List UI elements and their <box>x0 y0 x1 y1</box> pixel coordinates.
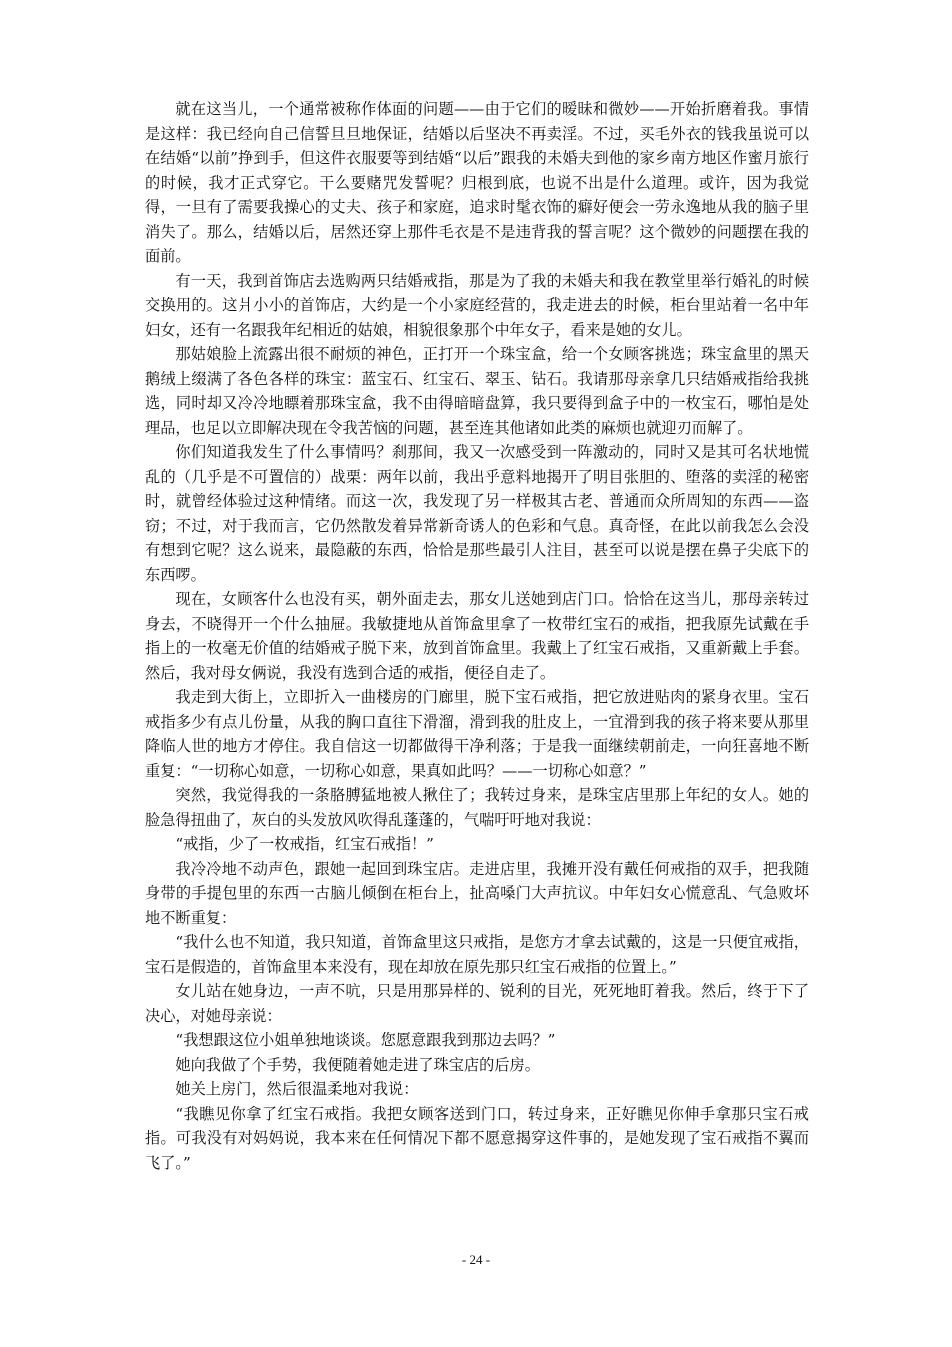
paragraph: “我什么也不知道，我只知道，首饰盒里这只戒指，是您方才拿去试戴的，这是一只便宜戒指，宝石是假造的，首饰盒里本来没有，现在却放在原先那只红宝石戒指的位置上。” <box>145 933 809 976</box>
paragraph: “我瞧见你拿了红宝石戒指。我把女顾客送到门口，转过身来，正好瞧见你伸手拿那只宝石戒指。可我没有对妈妈说，我本来在任何情况下都不愿意揭穿这件事的，是她发现了宝石戒指不翼而飞了。” <box>145 1104 809 1172</box>
document-body <box>145 97 809 1175</box>
page-number: - 24 - <box>461 1252 491 1267</box>
paragraph: 女儿站在她身边，一声不吭，只是用那异样的、锐利的目光，死死地盯着我。然后，终于下了决心，对她母亲说： <box>145 982 809 1025</box>
paragraph: “戒指，少了一枚戒指，红宝石戒指！” <box>175 835 434 853</box>
paragraph: “我想跟这位小姐单独地谈谈。您愿意跟我到那边去吗？” <box>175 1031 556 1049</box>
paragraph: 我冷冷地不动声色，跟她一起回到珠宝店。走进店里，我摊开没有戴任何戒指的双手，把我随身带的手提包里的东西一古脑儿倾倒在柜台上，扯高嗓门大声抗议。中年妇女心慌意乱、气急败坏地不断重复： <box>145 859 809 927</box>
paragraph: 突然，我觉得我的一条胳膊猛地被人揪住了；我转过身来，是珠宝店里那上年纪的女人。她的脸急得扭曲了，灰白的头发放风吹得乱蓬蓬的，气喘吁吁地对我说： <box>145 786 809 829</box>
paragraph: 她向我做了个手势，我便随着她走进了珠宝店的后房。 <box>175 1055 540 1074</box>
paragraph: 有一天，我到首饰店去选购两只结婚戒指，那是为了我的未婚夫和我在教堂里举行婚礼的时候交换用的。这爿小小的首饰店，大约是一个小家庭经营的，我走进去的时候，柜台里站着一名中年妇女，还有一名跟我年纪相近的姑娘，相貌很象那个中年女子，看来是她的女儿。 <box>145 271 809 339</box>
paragraph: 现在，女顾客什么也没有买，朝外面走去，那女儿送她到店门口。恰恰在这当儿，那母亲转过身去，不晓得开一个什么抽屉。我敏捷地从首饰盒里拿了一枚带红宝石的戒指，把我原先试戴在手指上的一枚毫无价值的结婚戒子脱下来，放到首饰盒里。我戴上了红宝石戒指，又重新戴上手套。然后，我对母女俩说，我没有选到合适的戒指，便径自走了。 <box>145 590 809 682</box>
paragraph: 那姑娘脸上流露出很不耐烦的神色，正打开一个珠宝盒，给一个女顾客挑选；珠宝盒里的黑天鹅绒上缀满了各色各样的珠宝：蓝宝石、红宝石、翠玉、钻石。我请那母亲拿几只结婚戒指给我挑选，同时却又冷冷地瞟着那珠宝盒，我不由得暗暗盘算，我只要得到盒子中的一枚宝石，哪怕是处理品，也足以立即解决现在令我苦恼的问题，甚至连其他诸如此类的麻烦也就迎刃而解了。 <box>145 345 809 437</box>
paragraph: 我走到大街上，立即折入一曲楼房的门廊里，脱下宝石戒指，把它放进贴肉的紧身衣里。宝石戒指多少有点儿份量，从我的胸口直往下滑溜，滑到我的肚皮上，一宜滑到我的孩子将来要从那里降临人世的地方才停住。我自信这一切都做得干净利落；于是我一面继续朝前走，一向狂喜地不断重复：“一切称心如意，一切称心如意，果真如此吗？——一切称心如意？” <box>145 688 809 780</box>
paragraph: 你们知道我发生了什么事情吗？刹那间，我又一次感受到一阵激动的，同时又是其可名状地慌乱的（几乎是不可置信的）战栗：两年以前，我出乎意料地揭开了明目张胆的、堕落的卖淫的秘密时，就曾经体验过这种情绪。而这一次，我发现了另一样极其古老、普通而众所周知的东西——盗窃；不过，对于我而言，它仍然散发着异常新奇诱人的色彩和气息。真奇怪，在此以前我怎么会没有想到它呢？这么说来，最隐蔽的东西，恰恰是那些最引人注目，甚至可以说是摆在鼻子尖底下的东西啰。 <box>145 443 809 584</box>
paragraph: 她关上房门，然后很温柔地对我说： <box>175 1080 419 1098</box>
paragraph: 就在这当儿，一个通常被称作体面的问题——由于它们的暧昧和微妙——开始折磨着我。事情是这样：我已经向自己信誓旦旦地保证，结婚以后坚决不再卖淫。不过，买毛外衣的钱我虽说可以在结婚“以前”挣到手，但这件衣服要等到结婚“以后”跟我的未婚夫到他的家乡南方地区作蜜月旅行的时候，我才正式穿它。干么要赌咒发誓呢？归根到底，也说不出是什么道理。或许，因为我觉得，一旦有了需要我操心的丈夫、孩子和家庭，追求时髦衣饰的癖好便会一劳永逸地从我的脑子里消失了。那么，结婚以后，居然还穿上那件毛衣是不是违背我的誓言呢？这个微妙的问题摆在我的面前。 <box>145 100 809 265</box>
